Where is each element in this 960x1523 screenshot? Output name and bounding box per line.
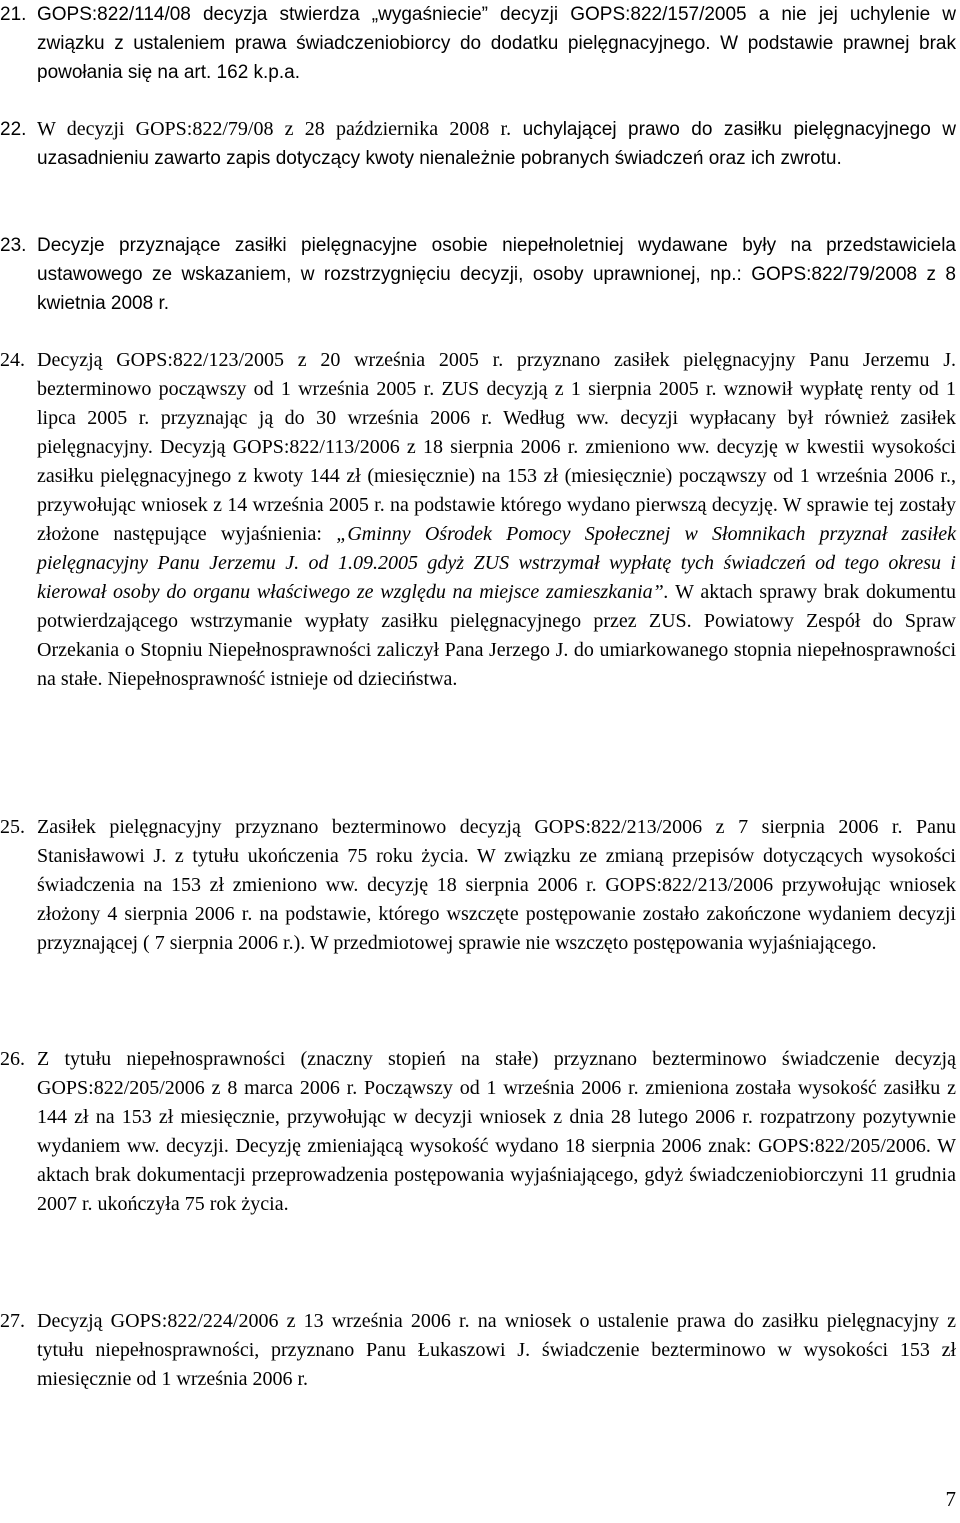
item-quote: „Gminny Ośrodek Pomocy Społecznej w Słomnikach przyznał zasiłek pielęgnacyjny Panu Jerzemu J. od 1.09.2005 gdyż ZUS wstrzymał wypłatę tych świadczeń od tego okresu i kierował osoby do organu właściwego ze względu na miejsce zamieszkania”. <box>37 523 956 603</box>
page-number: 7 <box>945 1487 956 1511</box>
item-text-part: Decyzją GOPS:822/123/2005 z 20 września 2005 r. przyznano zasiłek pielęgnacyjny Panu Jerzemu J. bezterminowo począwszy od 1 września 2005 r. ZUS decyzją z 1 sierpnia 2005 r. wznowił wypłatę renty od 1 lipca 2005 r. przyznając ją do 30 września 2006 r. Według ww. decyzji wypłacany był również zasiłek pielęgnacyjny. Decyzją GOPS:822/113/2006 z 18 sierpnia 2006 r. zmieniono ww. decyzję w kwestii wysokości zasiłku pielęgnacyjnego z kwoty 144 zł (miesięcznie) na 153 zł (miesięcznie) począwszy od 1 września 2006 r., przywołując wniosek z 14 września 2005 r. na podstawie którego wydano pierwszą decyzję. W sprawie tej zostały złożone następujące wyjaśnienia: <box>37 349 956 545</box>
item-text: Decyzje przyznające zasiłki pielęgnacyjne osobie niepełnoletniej wydawane były na przedstawiciela ustawowego ze wskazaniem, w rozstrzygnięciu decyzji, osoby uprawnionej, np.: GOPS:822/79/2008 z 8 kwietnia 2008 r. <box>37 235 956 314</box>
item-number: 26. <box>0 1048 25 1070</box>
item-number: 24. <box>0 349 25 371</box>
item-number: 22. <box>0 119 27 140</box>
item-number: 27. <box>0 1310 25 1332</box>
item-text <box>37 346 956 694</box>
item-number: 25. <box>0 816 25 838</box>
item-text: Zasiłek pielęgnacyjny przyznano bezterminowo decyzją GOPS:822/213/2006 z 7 sierpnia 2006 r. Panu Stanisławowi J. z tytułu ukończenia 75 roku życia. W związku ze zmianą przepisów dotyczących wysokości świadczenia na 153 zł zmieniono ww. decyzję 18 sierpnia 2006 r. GOPS:822/213/2006 przywołując wniosek złożony 4 sierpnia 2006 r. na podstawie, którego wszczęte postępowanie zostało zakończone wydaniem decyzji przyznającej ( 7 sierpnia 2006 r.). W przedmiotowej sprawie nie wszczęto postępowania wyjaśniającego. <box>37 816 956 954</box>
item-text-part: W aktach sprawy brak dokumentu potwierdzającego wstrzymanie wypłaty zasiłku pielęgnacyjnego przez ZUS. Powiatowy Zespół do Spraw Orzekania o Stopniu Niepełnosprawności zaliczył Pana Jerzego J. do umiarkowanego stopnia niepełnosprawności na stałe. Niepełnosprawność istnieje od dzieciństwa. <box>37 581 956 690</box>
item-text: Z tytułu niepełnosprawności (znaczny stopień na stałe) przyznano bezterminowo świadczenie decyzją GOPS:822/205/2006 z 8 marca 2006 r. Począwszy od 1 września 2006 r. zmieniona została wysokość zasiłku z 144 zł na 153 zł miesięcznie, przywołując w decyzji wniosek z dnia 28 lutego 2006 r. rozpatrzony pozytywnie wydaniem ww. decyzji. Decyzję zmieniającą wysokość wydano 18 sierpnia 2006 znak: GOPS:822/205/2006. W aktach brak dokumentacji przeprowadzenia postępowania wyjaśniającego, gdyż świadczeniobiorczyni 11 grudnia 2007 r. ukończyła 75 rok życia. <box>37 1048 956 1215</box>
item-text-part-serif: W decyzji GOPS:822/79/08 z 28 października 2008 r. <box>37 118 512 140</box>
item-text: GOPS:822/114/08 decyzja stwierdza „wygaśniecie” decyzji GOPS:822/157/2005 a nie jej uchylenie w związku z ustaleniem prawa świadczeniobiorcy do dodatku pielęgnacyjnego. W podstawie prawnej brak powołania się na art. 162 k.p.a. <box>37 4 956 83</box>
item-text <box>37 115 956 173</box>
item-number: 23. <box>0 235 27 256</box>
item-number: 21. <box>0 4 27 25</box>
item-text: Decyzją GOPS:822/224/2006 z 13 września 2006 r. na wniosek o ustalenie prawa do zasiłku pielęgnacyjny z tytułu niepełnosprawności, przyznano Panu Łukaszowi J. świadczenie bezterminowo w wysokości 153 zł miesięcznie od 1 września 2006 r. <box>37 1310 956 1390</box>
item-text-part-sans: uchylającej prawo do zasiłku pielęgnacyjnego w uzasadnieniu zawarto zapis dotyczący kwoty nienależnie pobranych świadczeń oraz ich zwrotu. <box>37 119 957 169</box>
